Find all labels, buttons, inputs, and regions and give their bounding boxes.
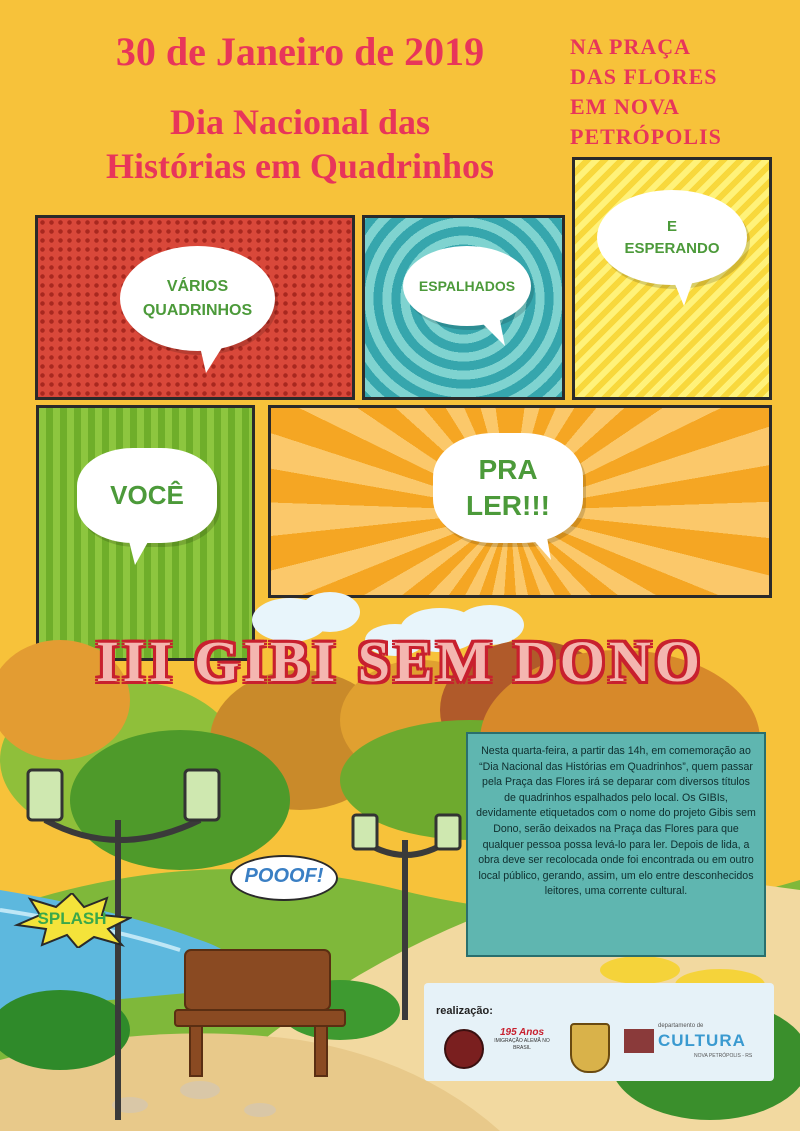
sponsor-logo-2-title: 195 Anos bbox=[499, 1027, 545, 1038]
bubble-text: VOCÊ bbox=[110, 480, 184, 510]
pooof-sfx bbox=[230, 855, 338, 907]
bubble-text-line1: PRA bbox=[478, 454, 538, 485]
splash-sfx bbox=[12, 893, 132, 948]
event-description: Nesta quarta-feira, a partir das 14h, em comemoração ao “Dia Nacional das Histórias em Quadrinhos”, quem passar pela Praça das Flores irá se deparar com diversos títulos de quadrinhos espalhados pelo local. Os GIBIs, devidamente etiquetados com o nome do projeto Gibis sem Dono, serão deixados na Praça das Flores para que qualquer pessoa possa levá-lo para ler. Depois de lida, a obra deve ser recolocada onde foi encontrada ou em outro local público, gerando, assim, um elo entre desconhecidos leitores, uma corrente cultural. bbox=[466, 732, 766, 957]
comic-panel-teal bbox=[362, 215, 565, 400]
event-title bbox=[20, 100, 580, 188]
bubble-text-line2: QUADRINHOS bbox=[142, 301, 253, 319]
bubble-tail bbox=[127, 533, 167, 573]
speech-bubble bbox=[120, 246, 275, 351]
comic-panel-orange bbox=[268, 405, 772, 598]
bubble-text: ESPALHADOS bbox=[418, 278, 516, 294]
sponsors-label: realização: bbox=[436, 1005, 493, 1017]
sponsor-logo-3 bbox=[570, 1023, 610, 1073]
location-line4: PETRÓPOLIS bbox=[570, 124, 722, 149]
sponsor-logo-2 bbox=[492, 1027, 552, 1071]
sponsors-box bbox=[424, 983, 774, 1081]
pooof-text: POOOF! bbox=[244, 865, 324, 887]
sponsor-logo-4-title: CULTURA bbox=[658, 1031, 746, 1050]
sponsor-logo-4-sub: NOVA PETRÓPOLIS - RS bbox=[694, 1053, 753, 1059]
event-title-line2: Histórias em Quadrinhos bbox=[105, 146, 495, 186]
sponsor-logo-2-sub: IMIGRAÇÃO ALEMÃ NO BRASIL bbox=[494, 1038, 550, 1051]
event-date: 30 de Janeiro de 2019 bbox=[115, 29, 485, 74]
comic-panel-yellow bbox=[572, 157, 772, 400]
location-line3: EM NOVA bbox=[570, 94, 680, 119]
speech-bubble bbox=[77, 448, 217, 543]
speech-bubble bbox=[597, 190, 747, 285]
bubble-tail bbox=[521, 526, 561, 566]
sponsor-logo-4-top: departamento de bbox=[658, 1023, 704, 1029]
bubble-tail bbox=[198, 338, 248, 378]
sponsor-logo-4 bbox=[624, 1023, 764, 1069]
bubble-tail bbox=[670, 272, 710, 312]
location-line1: NA PRAÇA bbox=[570, 34, 692, 59]
splash-text: SPLASH bbox=[37, 909, 107, 928]
event-title-line1: Dia Nacional das bbox=[169, 102, 431, 142]
bubble-text-line2: ESPERANDO bbox=[624, 239, 720, 257]
bubble-tail bbox=[475, 316, 515, 350]
bubble-text-line1: VÁRIOS bbox=[166, 277, 229, 295]
location-line2: DAS FLORES bbox=[570, 64, 718, 89]
sponsor-logo-4-building bbox=[624, 1029, 654, 1053]
sponsor-logo-1 bbox=[444, 1029, 484, 1069]
bubble-text-line2: LER!!! bbox=[466, 490, 550, 521]
bubble-text-line1: E bbox=[666, 217, 677, 235]
main-title: III GIBI SEM DONO bbox=[96, 629, 704, 694]
comic-panel-red bbox=[35, 215, 355, 400]
event-location bbox=[570, 32, 770, 152]
speech-bubble bbox=[403, 246, 531, 326]
